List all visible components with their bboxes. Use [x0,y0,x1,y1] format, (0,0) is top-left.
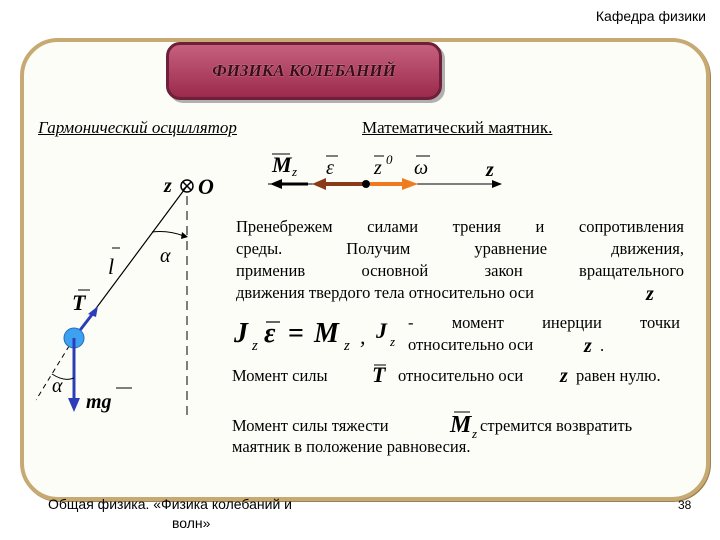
vector-diagram [260,146,510,198]
mg-label: mg [86,391,112,413]
heading-harmonic-oscillator: Гармонический осциллятор [38,118,237,137]
heading-math-pendulum: Математический маятник. [362,118,553,137]
epsilon-vector-arrowhead [312,178,326,190]
svg-text:z: z [584,335,592,357]
svg-text:z: z [472,426,478,438]
pendulum-diagram [36,170,236,430]
m-vector-arrowhead [270,179,282,189]
omega-vector-arrowhead [402,178,418,190]
eq-j: J [234,318,248,349]
torque-text-3: равен нулю. [576,366,661,385]
eq-jz-sub: z [390,334,396,349]
footer-course-title-2: волн» [172,515,211,531]
length-label: l [108,254,115,279]
gravity-text-1: Момент силы тяжести [232,416,389,435]
eq-j-sub: z [252,338,258,354]
eq-comma: , [360,324,366,349]
torque-text-1: Момент силы [232,366,328,385]
svg-text:z: z [560,365,568,387]
paragraph-line-1: Пренебрежем силами трения и сопротивления [236,217,684,236]
page-number: 38 [678,498,692,512]
tension-t-symbol [368,360,398,388]
alpha-top-label: α [160,245,171,267]
paragraph-line-2: среды. Получим уравнение движения, [236,239,684,258]
pivot-o-label: O [198,174,214,199]
m-label: M [272,152,292,177]
paragraph-line-4: движения твердого тела относительно оси [236,283,534,302]
slide-title: ФИЗИКА КОЛЕБАНИЙ [212,61,396,80]
alpha-bottom-label: α [52,375,63,397]
svg-text:.: . [600,336,605,355]
department-label: Кафедра физики [595,8,706,24]
footer-course-title: Общая физика. «Физика колебаний и [48,496,292,512]
z-axis-label: z [486,159,494,181]
axis-z-symbol-3 [558,364,578,388]
intro-paragraph [236,216,684,282]
gravity-text-3: маятник в положение равновесия. [232,437,471,456]
gravity-text-2: стремится возвратить [480,416,633,435]
axis-z-symbol-2 [580,334,620,358]
eq-equals: = [288,318,304,349]
equation-of-motion [230,312,410,356]
axis-z-symbol-1 [642,282,666,306]
pivot-z-label: z [164,175,172,197]
z0-superscript: 0 [386,152,393,167]
title-badge [166,42,442,100]
svg-text:z: z [646,283,654,305]
eq-m-sub: z [344,338,350,354]
tension-t-label: T [72,290,86,315]
omega-label: ω [414,157,429,179]
z0-label: z [374,157,382,179]
eq-m: M [314,318,339,349]
m-subscript: z [292,164,298,179]
epsilon-label: ε [326,157,334,179]
z-axis-arrowhead [492,180,502,188]
moment-inertia-line-1: - момент инерции точки [408,313,680,332]
eq-epsilon: ε [264,318,276,349]
gravity-moment-symbol [446,408,482,438]
paragraph-line-3: применив основной закон вращательного [236,261,684,280]
svg-text:M: M [450,412,472,438]
torque-text-2: относительно оси [398,366,524,385]
eq-jz: J [376,318,387,343]
svg-text:T: T [372,362,386,387]
moment-inertia-line-2: относительно оси [408,335,534,354]
origin-dot [362,180,370,188]
